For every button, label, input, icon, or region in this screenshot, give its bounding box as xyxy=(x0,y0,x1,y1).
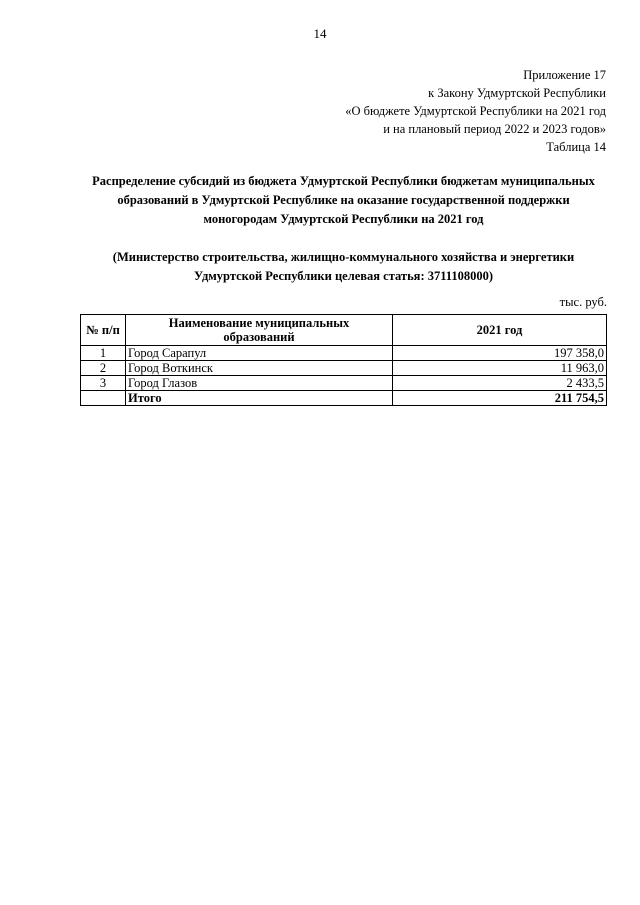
table-row xyxy=(81,376,607,391)
row-name: Город Сарапул xyxy=(126,346,393,361)
page-number: 14 xyxy=(313,26,327,41)
appendix-line: к Закону Удмуртской Республики xyxy=(428,86,606,100)
header-name-line: Наименование муниципальных xyxy=(168,316,350,330)
header-name-line: образований xyxy=(223,330,295,344)
row-value: 11 963,0 xyxy=(393,361,607,376)
row-num: 1 xyxy=(81,346,126,361)
total-label: Итого xyxy=(126,391,393,406)
row-name: Город Воткинск xyxy=(126,361,393,376)
ministry-line: Удмуртской Республики целевая статья: 3711108000) xyxy=(193,269,494,283)
row-num: 2 xyxy=(81,361,126,376)
header-num: № п/п xyxy=(81,315,126,346)
row-value: 197 358,0 xyxy=(393,346,607,361)
title-line: моногородам Удмуртской Республики на 2021 год xyxy=(203,212,484,226)
appendix-line: «О бюджете Удмуртской Республики на 2021 год xyxy=(345,104,606,118)
row-value: 2 433,5 xyxy=(393,376,607,391)
subsidy-table xyxy=(80,314,607,406)
document-title xyxy=(76,172,611,229)
appendix-line: и на плановый период 2022 и 2023 годов» xyxy=(383,122,606,136)
total-row xyxy=(81,391,607,406)
header-year: 2021 год xyxy=(393,315,607,346)
row-name: Город Глазов xyxy=(126,376,393,391)
title-line: образований в Удмуртской Республике на оказание государственной поддержки xyxy=(117,193,570,207)
table-row xyxy=(81,346,607,361)
appendix-header xyxy=(276,66,606,156)
header-name xyxy=(126,315,393,346)
appendix-line: Приложение 17 xyxy=(523,68,606,82)
title-line: Распределение субсидий из бюджета Удмуртской Республики бюджетам муниципальных xyxy=(92,174,595,188)
table-row xyxy=(81,361,607,376)
total-num xyxy=(81,391,126,406)
table-label: Таблица 14 xyxy=(546,140,606,154)
ministry-line: (Министерство строительства, жилищно-коммунального хозяйства и энергетики xyxy=(112,250,575,264)
units-label: тыс. руб. xyxy=(559,295,607,309)
table-header-row xyxy=(81,315,607,346)
ministry-note xyxy=(96,248,591,286)
total-value: 211 754,5 xyxy=(393,391,607,406)
row-num: 3 xyxy=(81,376,126,391)
